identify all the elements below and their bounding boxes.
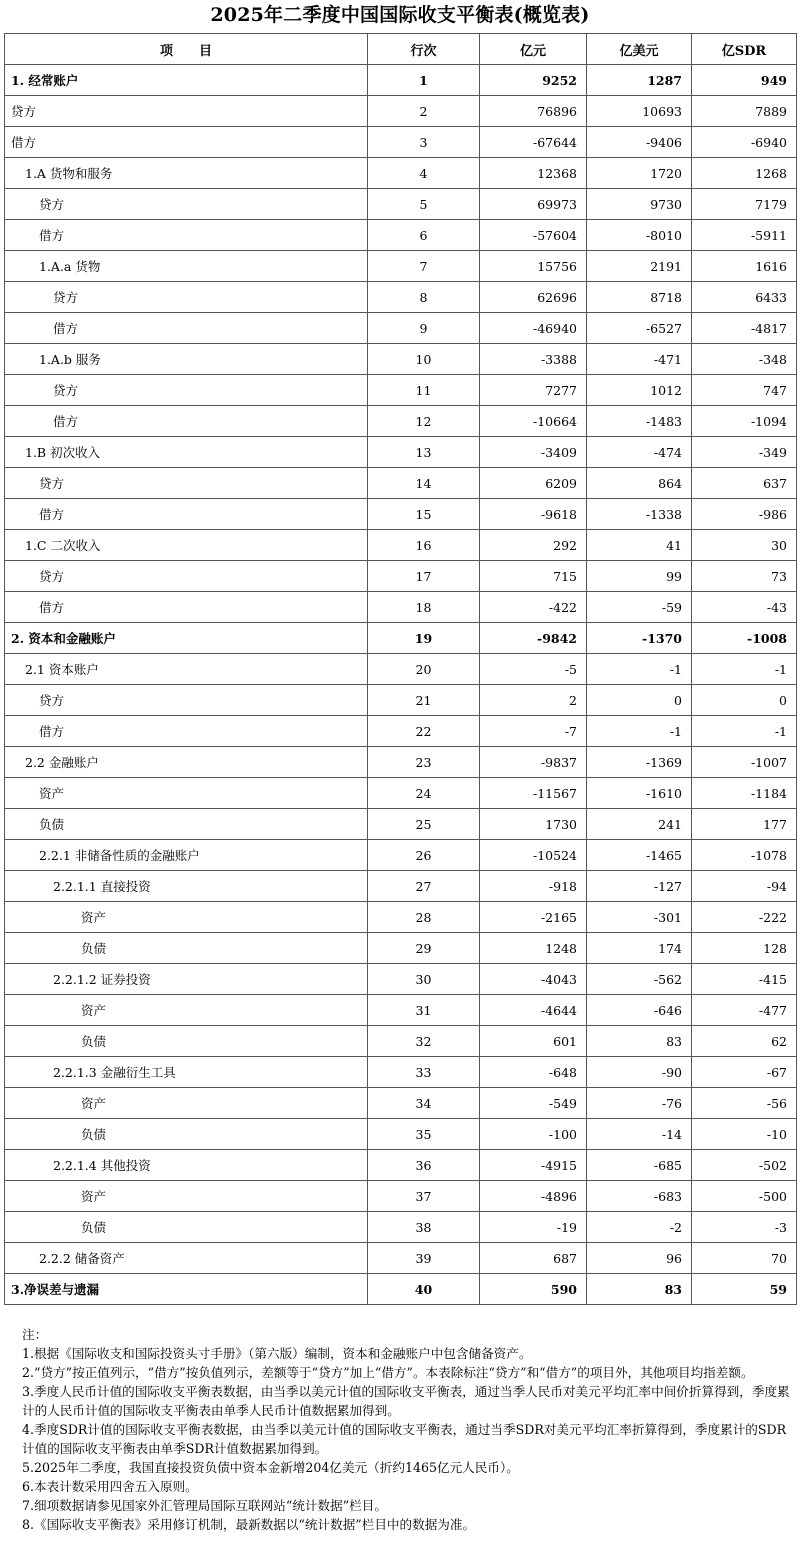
value-sdr: -5911 — [692, 220, 797, 251]
table-row — [5, 437, 797, 468]
value-cny: -3409 — [480, 437, 587, 468]
row-line-no: 25 — [368, 809, 480, 840]
row-label: 2.2.2 储备资产 — [5, 1243, 368, 1274]
value-sdr: -1008 — [692, 623, 797, 654]
row-label: 贷方 — [5, 96, 368, 127]
table-row — [5, 747, 797, 778]
row-label: 2.2.1.4 其他投资 — [5, 1150, 368, 1181]
header-line-no: 行次 — [368, 34, 480, 65]
row-label: 借方 — [5, 127, 368, 158]
row-line-no: 33 — [368, 1057, 480, 1088]
table-row — [5, 654, 797, 685]
value-sdr: -43 — [692, 592, 797, 623]
value-cny: 7277 — [480, 375, 587, 406]
value-sdr: -1184 — [692, 778, 797, 809]
value-sdr: -415 — [692, 964, 797, 995]
table-row — [5, 685, 797, 716]
value-sdr: -67 — [692, 1057, 797, 1088]
row-label: 负债 — [5, 933, 368, 964]
value-usd: -1338 — [587, 499, 692, 530]
value-cny: -10664 — [480, 406, 587, 437]
row-line-no: 27 — [368, 871, 480, 902]
value-usd: -474 — [587, 437, 692, 468]
row-line-no: 10 — [368, 344, 480, 375]
table-row — [5, 1088, 797, 1119]
header-sdr: 亿SDR — [692, 34, 797, 65]
row-label: 贷方 — [5, 189, 368, 220]
row-label: 贷方 — [5, 468, 368, 499]
note-item: 3.季度人民币计值的国际收支平衡表数据，由当季以美元计值的国际收支平衡表，通过当季人民币对美元平均汇率中间价折算得到，季度累计的人民币计值的国际收支平衡表由单季人民币计值数据累加得到。 — [22, 1384, 790, 1418]
value-cny: -9842 — [480, 623, 587, 654]
value-sdr: -94 — [692, 871, 797, 902]
row-line-no: 31 — [368, 995, 480, 1026]
value-sdr: -3 — [692, 1212, 797, 1243]
value-usd: -646 — [587, 995, 692, 1026]
table-row — [5, 1026, 797, 1057]
row-line-no: 36 — [368, 1150, 480, 1181]
row-label: 2.2.1.2 证券投资 — [5, 964, 368, 995]
value-usd: 9730 — [587, 189, 692, 220]
table-row — [5, 344, 797, 375]
table-row — [5, 220, 797, 251]
value-cny: -4043 — [480, 964, 587, 995]
value-sdr: -1078 — [692, 840, 797, 871]
row-label: 负债 — [5, 809, 368, 840]
value-usd: -1 — [587, 654, 692, 685]
value-sdr: 73 — [692, 561, 797, 592]
table-row — [5, 375, 797, 406]
row-line-no: 18 — [368, 592, 480, 623]
table-row — [5, 716, 797, 747]
table-row — [5, 1119, 797, 1150]
value-sdr: 1268 — [692, 158, 797, 189]
row-line-no: 39 — [368, 1243, 480, 1274]
value-cny: 1248 — [480, 933, 587, 964]
value-usd: 1287 — [587, 65, 692, 96]
value-sdr: -56 — [692, 1088, 797, 1119]
value-cny: 76896 — [480, 96, 587, 127]
value-sdr: 59 — [692, 1274, 797, 1305]
row-label: 2. 资本和金融账户 — [5, 623, 368, 654]
row-label: 2.2 金融账户 — [5, 747, 368, 778]
value-sdr: 62 — [692, 1026, 797, 1057]
table-row — [5, 468, 797, 499]
table-row — [5, 530, 797, 561]
value-sdr: 6433 — [692, 282, 797, 313]
value-cny: -5 — [480, 654, 587, 685]
value-sdr: -1 — [692, 654, 797, 685]
row-label: 2.2.1 非储备性质的金融账户 — [5, 840, 368, 871]
table-row — [5, 871, 797, 902]
value-sdr: -6940 — [692, 127, 797, 158]
row-label: 1.A.a 货物 — [5, 251, 368, 282]
value-cny: 69973 — [480, 189, 587, 220]
row-line-no: 22 — [368, 716, 480, 747]
value-sdr: 949 — [692, 65, 797, 96]
value-cny: -3388 — [480, 344, 587, 375]
table-row — [5, 840, 797, 871]
row-line-no: 40 — [368, 1274, 480, 1305]
value-cny: -4896 — [480, 1181, 587, 1212]
notes-list — [22, 1344, 796, 1534]
value-cny: -2165 — [480, 902, 587, 933]
value-usd: 99 — [587, 561, 692, 592]
value-usd: 10693 — [587, 96, 692, 127]
value-cny: -918 — [480, 871, 587, 902]
value-sdr: 177 — [692, 809, 797, 840]
table-row — [5, 964, 797, 995]
value-usd: 0 — [587, 685, 692, 716]
row-line-no: 19 — [368, 623, 480, 654]
table-row — [5, 65, 797, 96]
row-line-no: 14 — [368, 468, 480, 499]
value-cny: 601 — [480, 1026, 587, 1057]
value-sdr: -986 — [692, 499, 797, 530]
value-usd: -683 — [587, 1181, 692, 1212]
row-line-no: 38 — [368, 1212, 480, 1243]
value-usd: 2191 — [587, 251, 692, 282]
value-cny: -100 — [480, 1119, 587, 1150]
row-line-no: 15 — [368, 499, 480, 530]
value-sdr: 1616 — [692, 251, 797, 282]
header-item: 项 目 — [5, 34, 368, 65]
value-usd: 241 — [587, 809, 692, 840]
row-line-no: 32 — [368, 1026, 480, 1057]
table-row — [5, 189, 797, 220]
value-usd: -1370 — [587, 623, 692, 654]
row-label: 资产 — [5, 995, 368, 1026]
value-cny: -4915 — [480, 1150, 587, 1181]
value-cny: -648 — [480, 1057, 587, 1088]
value-usd: 864 — [587, 468, 692, 499]
value-cny: 715 — [480, 561, 587, 592]
value-sdr: 128 — [692, 933, 797, 964]
row-line-no: 11 — [368, 375, 480, 406]
table-row — [5, 561, 797, 592]
value-sdr: 70 — [692, 1243, 797, 1274]
table-row — [5, 933, 797, 964]
value-cny: -11567 — [480, 778, 587, 809]
value-usd: -76 — [587, 1088, 692, 1119]
value-sdr: -1094 — [692, 406, 797, 437]
value-usd: 41 — [587, 530, 692, 561]
value-usd: -685 — [587, 1150, 692, 1181]
table-row — [5, 902, 797, 933]
value-usd: 8718 — [587, 282, 692, 313]
row-label: 资产 — [5, 902, 368, 933]
header-usd: 亿美元 — [587, 34, 692, 65]
row-line-no: 28 — [368, 902, 480, 933]
row-line-no: 37 — [368, 1181, 480, 1212]
row-label: 贷方 — [5, 282, 368, 313]
value-sdr: -477 — [692, 995, 797, 1026]
table-row — [5, 313, 797, 344]
table-row — [5, 251, 797, 282]
value-usd: -127 — [587, 871, 692, 902]
table-body — [5, 65, 797, 1305]
row-line-no: 3 — [368, 127, 480, 158]
note-item: 8.《国际收支平衡表》采用修订机制，最新数据以“统计数据”栏目中的数据为准。 — [22, 1517, 476, 1532]
value-usd: -1465 — [587, 840, 692, 871]
row-line-no: 6 — [368, 220, 480, 251]
row-line-no: 34 — [368, 1088, 480, 1119]
value-usd: -90 — [587, 1057, 692, 1088]
row-line-no: 17 — [368, 561, 480, 592]
row-label: 资产 — [5, 1088, 368, 1119]
row-label: 借方 — [5, 716, 368, 747]
balance-of-payments-table — [4, 33, 797, 1305]
value-sdr: -10 — [692, 1119, 797, 1150]
header-row — [5, 34, 797, 65]
value-cny: -549 — [480, 1088, 587, 1119]
table-row — [5, 778, 797, 809]
row-line-no: 29 — [368, 933, 480, 964]
row-line-no: 13 — [368, 437, 480, 468]
value-cny: -4644 — [480, 995, 587, 1026]
table-header — [5, 34, 797, 65]
row-label: 贷方 — [5, 685, 368, 716]
value-sdr: -4817 — [692, 313, 797, 344]
table-row — [5, 282, 797, 313]
table-row — [5, 127, 797, 158]
note-item: 1.根据《国际收支和国际投资头寸手册》（第六版）编制，资本和金融账户中包含储备资产。 — [22, 1346, 532, 1361]
value-cny: -46940 — [480, 313, 587, 344]
row-label: 负债 — [5, 1119, 368, 1150]
row-label: 1.A.b 服务 — [5, 344, 368, 375]
row-line-no: 20 — [368, 654, 480, 685]
value-sdr: 637 — [692, 468, 797, 499]
value-cny: 6209 — [480, 468, 587, 499]
row-label: 2.1 资本账户 — [5, 654, 368, 685]
table-row — [5, 809, 797, 840]
row-label: 借方 — [5, 313, 368, 344]
table-row — [5, 1274, 797, 1305]
row-label: 负债 — [5, 1026, 368, 1057]
value-sdr: -500 — [692, 1181, 797, 1212]
table-row — [5, 592, 797, 623]
notes-section — [22, 1325, 796, 1534]
value-usd: -471 — [587, 344, 692, 375]
row-label: 1. 经常账户 — [5, 65, 368, 96]
row-label: 负债 — [5, 1212, 368, 1243]
table-row — [5, 96, 797, 127]
value-cny: 590 — [480, 1274, 587, 1305]
value-sdr: -349 — [692, 437, 797, 468]
value-usd: 96 — [587, 1243, 692, 1274]
value-usd: -59 — [587, 592, 692, 623]
value-sdr: -348 — [692, 344, 797, 375]
row-label: 借方 — [5, 592, 368, 623]
value-cny: 687 — [480, 1243, 587, 1274]
row-line-no: 23 — [368, 747, 480, 778]
value-sdr: -1 — [692, 716, 797, 747]
value-sdr: -502 — [692, 1150, 797, 1181]
row-line-no: 8 — [368, 282, 480, 313]
value-cny: 62696 — [480, 282, 587, 313]
value-usd: -9406 — [587, 127, 692, 158]
value-usd: -14 — [587, 1119, 692, 1150]
row-line-no: 1 — [368, 65, 480, 96]
table-row — [5, 1181, 797, 1212]
row-label: 2.2.1.3 金融衍生工具 — [5, 1057, 368, 1088]
header-cny: 亿元 — [480, 34, 587, 65]
row-label: 借方 — [5, 220, 368, 251]
table-row — [5, 1212, 797, 1243]
value-cny: 9252 — [480, 65, 587, 96]
table-row — [5, 995, 797, 1026]
value-cny: 1730 — [480, 809, 587, 840]
table-row — [5, 1150, 797, 1181]
value-sdr: 747 — [692, 375, 797, 406]
value-sdr: -1007 — [692, 747, 797, 778]
value-cny: -7 — [480, 716, 587, 747]
row-label: 贷方 — [5, 375, 368, 406]
value-cny: -422 — [480, 592, 587, 623]
value-sdr: 7889 — [692, 96, 797, 127]
note-item: 2.“贷方”按正值列示，“借方”按负值列示，差额等于“贷方”加上“借方”。本表除标注“贷方”和“借方”的项目外，其他项目均指差额。 — [22, 1365, 754, 1380]
note-item: 7.细项数据请参见国家外汇管理局国际互联网站“统计数据”栏目。 — [22, 1498, 387, 1513]
row-label: 1.C 二次收入 — [5, 530, 368, 561]
note-item: 4.季度SDR计值的国际收支平衡表数据，由当季以美元计值的国际收支平衡表，通过当季SDR对美元平均汇率折算得到，季度累计的SDR计值的国际收支平衡表由单季SDR计值数据累加得到。 — [22, 1422, 787, 1456]
value-sdr: 7179 — [692, 189, 797, 220]
row-line-no: 16 — [368, 530, 480, 561]
value-cny: 15756 — [480, 251, 587, 282]
value-cny: -10524 — [480, 840, 587, 871]
row-label: 1.B 初次收入 — [5, 437, 368, 468]
value-sdr: 0 — [692, 685, 797, 716]
value-cny: -19 — [480, 1212, 587, 1243]
table-row — [5, 499, 797, 530]
table-row — [5, 406, 797, 437]
value-usd: 1012 — [587, 375, 692, 406]
table-row — [5, 158, 797, 189]
value-usd: -1483 — [587, 406, 692, 437]
value-usd: -1610 — [587, 778, 692, 809]
table-row — [5, 1057, 797, 1088]
value-usd: -8010 — [587, 220, 692, 251]
row-label: 借方 — [5, 406, 368, 437]
row-line-no: 12 — [368, 406, 480, 437]
row-label: 借方 — [5, 499, 368, 530]
row-label: 3.净误差与遗漏 — [5, 1274, 368, 1305]
value-cny: -57604 — [480, 220, 587, 251]
value-sdr: -222 — [692, 902, 797, 933]
row-label: 1.A 货物和服务 — [5, 158, 368, 189]
row-line-no: 9 — [368, 313, 480, 344]
row-line-no: 21 — [368, 685, 480, 716]
row-line-no: 7 — [368, 251, 480, 282]
page-title: 2025年二季度中国国际收支平衡表(概览表) — [210, 4, 590, 26]
value-usd: -562 — [587, 964, 692, 995]
value-cny: 2 — [480, 685, 587, 716]
row-line-no: 2 — [368, 96, 480, 127]
value-cny: -67644 — [480, 127, 587, 158]
table-row — [5, 1243, 797, 1274]
row-line-no: 35 — [368, 1119, 480, 1150]
value-usd: 1720 — [587, 158, 692, 189]
value-sdr: 30 — [692, 530, 797, 561]
value-cny: -9618 — [480, 499, 587, 530]
value-usd: -6527 — [587, 313, 692, 344]
value-usd: 83 — [587, 1026, 692, 1057]
value-usd: -2 — [587, 1212, 692, 1243]
value-cny: 12368 — [480, 158, 587, 189]
value-cny: -9837 — [480, 747, 587, 778]
row-line-no: 4 — [368, 158, 480, 189]
note-item: 5.2025年二季度，我国直接投资负债中资本金新增204亿美元（折约1465亿元人民币）。 — [22, 1460, 519, 1475]
table-row — [5, 623, 797, 654]
row-label: 资产 — [5, 778, 368, 809]
value-usd: 174 — [587, 933, 692, 964]
row-line-no: 5 — [368, 189, 480, 220]
row-label: 2.2.1.1 直接投资 — [5, 871, 368, 902]
value-usd: 83 — [587, 1274, 692, 1305]
notes-heading: 注： — [22, 1327, 48, 1342]
value-usd: -1 — [587, 716, 692, 747]
row-line-no: 26 — [368, 840, 480, 871]
row-label: 资产 — [5, 1181, 368, 1212]
row-line-no: 24 — [368, 778, 480, 809]
row-line-no: 30 — [368, 964, 480, 995]
row-label: 贷方 — [5, 561, 368, 592]
value-usd: -301 — [587, 902, 692, 933]
value-cny: 292 — [480, 530, 587, 561]
note-item: 6.本表计数采用四舍五入原则。 — [22, 1479, 198, 1494]
value-usd: -1369 — [587, 747, 692, 778]
